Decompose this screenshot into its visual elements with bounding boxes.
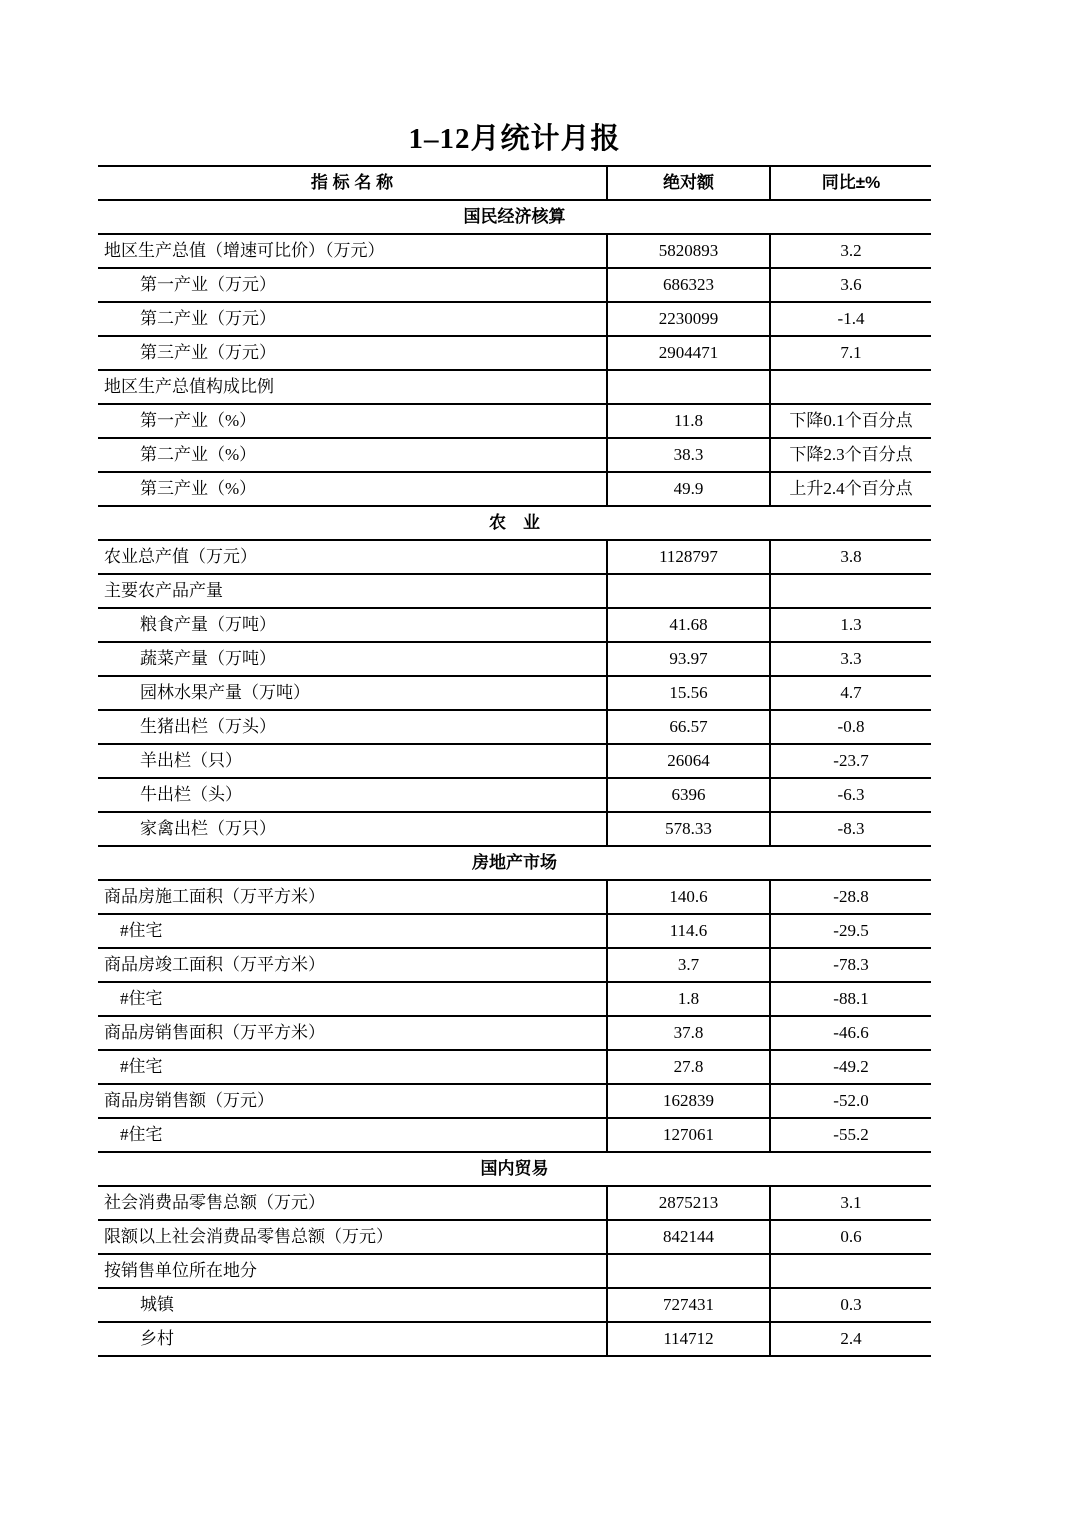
yoy-value: -46.6	[770, 1016, 931, 1050]
absolute-value: 2904471	[607, 336, 770, 370]
indicator-name: 按销售单位所在地分	[98, 1254, 607, 1288]
indicator-name: 生猪出栏（万头）	[98, 710, 607, 744]
indicator-name: 家禽出栏（万只）	[98, 812, 607, 846]
yoy-value: 7.1	[770, 336, 931, 370]
table-row	[98, 642, 931, 676]
section-row	[98, 1152, 931, 1186]
absolute-value: 27.8	[607, 1050, 770, 1084]
section-title: 房地产市场	[98, 846, 931, 880]
yoy-value: -28.8	[770, 880, 931, 914]
yoy-value: -0.8	[770, 710, 931, 744]
section-title: 国内贸易	[98, 1152, 931, 1186]
indicator-name: 第三产业（%）	[98, 472, 607, 506]
indicator-name: 社会消费品零售总额（万元）	[98, 1186, 607, 1220]
indicator-name: 限额以上社会消费品零售总额（万元）	[98, 1220, 607, 1254]
table-row	[98, 472, 931, 506]
indicator-name: 商品房销售额（万元）	[98, 1084, 607, 1118]
section-row	[98, 846, 931, 880]
indicator-name: 园林水果产量（万吨）	[98, 676, 607, 710]
yoy-value: -1.4	[770, 302, 931, 336]
table-row	[98, 948, 931, 982]
indicator-name: 第一产业（万元）	[98, 268, 607, 302]
table-row	[98, 268, 931, 302]
table-row	[98, 1050, 931, 1084]
table-row	[98, 608, 931, 642]
absolute-value: 114712	[607, 1322, 770, 1356]
column-header-indicator: 指 标 名 称	[98, 166, 607, 200]
table-row	[98, 1288, 931, 1322]
table-row	[98, 438, 931, 472]
absolute-value: 3.7	[607, 948, 770, 982]
table-row	[98, 302, 931, 336]
absolute-value: 37.8	[607, 1016, 770, 1050]
absolute-value: 162839	[607, 1084, 770, 1118]
yoy-value	[770, 370, 931, 404]
indicator-name: 蔬菜产量（万吨）	[98, 642, 607, 676]
absolute-value: 1.8	[607, 982, 770, 1016]
absolute-value: 727431	[607, 1288, 770, 1322]
yoy-value: 3.6	[770, 268, 931, 302]
yoy-value: 0.3	[770, 1288, 931, 1322]
statistics-table	[98, 165, 931, 1357]
indicator-name: 第一产业（%）	[98, 404, 607, 438]
absolute-value: 2875213	[607, 1186, 770, 1220]
table-row	[98, 710, 931, 744]
absolute-value: 41.68	[607, 608, 770, 642]
indicator-name: 商品房竣工面积（万平方米）	[98, 948, 607, 982]
absolute-value: 38.3	[607, 438, 770, 472]
absolute-value	[607, 1254, 770, 1288]
yoy-value	[770, 1254, 931, 1288]
column-header-absolute: 绝对额	[607, 166, 770, 200]
section-title: 国民经济核算	[98, 200, 931, 234]
yoy-value: 下降2.3个百分点	[770, 438, 931, 472]
yoy-value: -8.3	[770, 812, 931, 846]
section-title: 农 业	[98, 506, 931, 540]
table-row	[98, 574, 931, 608]
indicator-name: #住宅	[98, 914, 607, 948]
indicator-name: 城镇	[98, 1288, 607, 1322]
absolute-value: 5820893	[607, 234, 770, 268]
yoy-value: 3.2	[770, 234, 931, 268]
indicator-name: 商品房施工面积（万平方米）	[98, 880, 607, 914]
table-row	[98, 540, 931, 574]
yoy-value: 2.4	[770, 1322, 931, 1356]
table-row	[98, 336, 931, 370]
yoy-value: -52.0	[770, 1084, 931, 1118]
table-row	[98, 1084, 931, 1118]
indicator-name: 羊出栏（只）	[98, 744, 607, 778]
absolute-value: 127061	[607, 1118, 770, 1152]
indicator-name: 地区生产总值（增速可比价）（万元）	[98, 234, 607, 268]
indicator-name: 第二产业（万元）	[98, 302, 607, 336]
yoy-value: 3.3	[770, 642, 931, 676]
yoy-value: -78.3	[770, 948, 931, 982]
yoy-value	[770, 574, 931, 608]
table-row	[98, 1118, 931, 1152]
indicator-name: 乡村	[98, 1322, 607, 1356]
indicator-name: 牛出栏（头）	[98, 778, 607, 812]
absolute-value	[607, 574, 770, 608]
table-row	[98, 982, 931, 1016]
absolute-value	[607, 370, 770, 404]
absolute-value: 49.9	[607, 472, 770, 506]
absolute-value: 6396	[607, 778, 770, 812]
table-row	[98, 1016, 931, 1050]
table-row	[98, 370, 931, 404]
indicator-name: #住宅	[98, 1050, 607, 1084]
section-row	[98, 200, 931, 234]
table-row	[98, 1220, 931, 1254]
column-header-yoy: 同比±%	[770, 166, 931, 200]
report-title: 1–12月统计月报	[408, 123, 621, 155]
yoy-value: 下降0.1个百分点	[770, 404, 931, 438]
absolute-value: 11.8	[607, 404, 770, 438]
table-header-row	[98, 166, 931, 200]
yoy-value: 上升2.4个百分点	[770, 472, 931, 506]
absolute-value: 15.56	[607, 676, 770, 710]
yoy-value: -6.3	[770, 778, 931, 812]
yoy-value: -49.2	[770, 1050, 931, 1084]
indicator-name: 第二产业（%）	[98, 438, 607, 472]
indicator-name: 粮食产量（万吨）	[98, 608, 607, 642]
table-row	[98, 744, 931, 778]
table-row	[98, 404, 931, 438]
absolute-value: 66.57	[607, 710, 770, 744]
table-row	[98, 880, 931, 914]
indicator-name: 商品房销售面积（万平方米）	[98, 1016, 607, 1050]
yoy-value: -88.1	[770, 982, 931, 1016]
absolute-value: 842144	[607, 1220, 770, 1254]
yoy-value: 3.1	[770, 1186, 931, 1220]
yoy-value: -55.2	[770, 1118, 931, 1152]
table-row	[98, 778, 931, 812]
absolute-value: 93.97	[607, 642, 770, 676]
indicator-name: 第三产业（万元）	[98, 336, 607, 370]
table-row	[98, 676, 931, 710]
yoy-value: 3.8	[770, 540, 931, 574]
absolute-value: 26064	[607, 744, 770, 778]
table-row	[98, 914, 931, 948]
absolute-value: 686323	[607, 268, 770, 302]
section-row	[98, 506, 931, 540]
absolute-value: 578.33	[607, 812, 770, 846]
indicator-name: 地区生产总值构成比例	[98, 370, 607, 404]
table-row	[98, 1186, 931, 1220]
yoy-value: 1.3	[770, 608, 931, 642]
indicator-name: #住宅	[98, 1118, 607, 1152]
absolute-value: 114.6	[607, 914, 770, 948]
table-row	[98, 234, 931, 268]
indicator-name: #住宅	[98, 982, 607, 1016]
table-body	[98, 200, 931, 1356]
indicator-name: 农业总产值（万元）	[98, 540, 607, 574]
yoy-value: 4.7	[770, 676, 931, 710]
yoy-value: -29.5	[770, 914, 931, 948]
yoy-value: -23.7	[770, 744, 931, 778]
table-row	[98, 812, 931, 846]
yoy-value: 0.6	[770, 1220, 931, 1254]
absolute-value: 2230099	[607, 302, 770, 336]
table-row	[98, 1254, 931, 1288]
indicator-name: 主要农产品产量	[98, 574, 607, 608]
table-row	[98, 1322, 931, 1356]
absolute-value: 140.6	[607, 880, 770, 914]
absolute-value: 1128797	[607, 540, 770, 574]
